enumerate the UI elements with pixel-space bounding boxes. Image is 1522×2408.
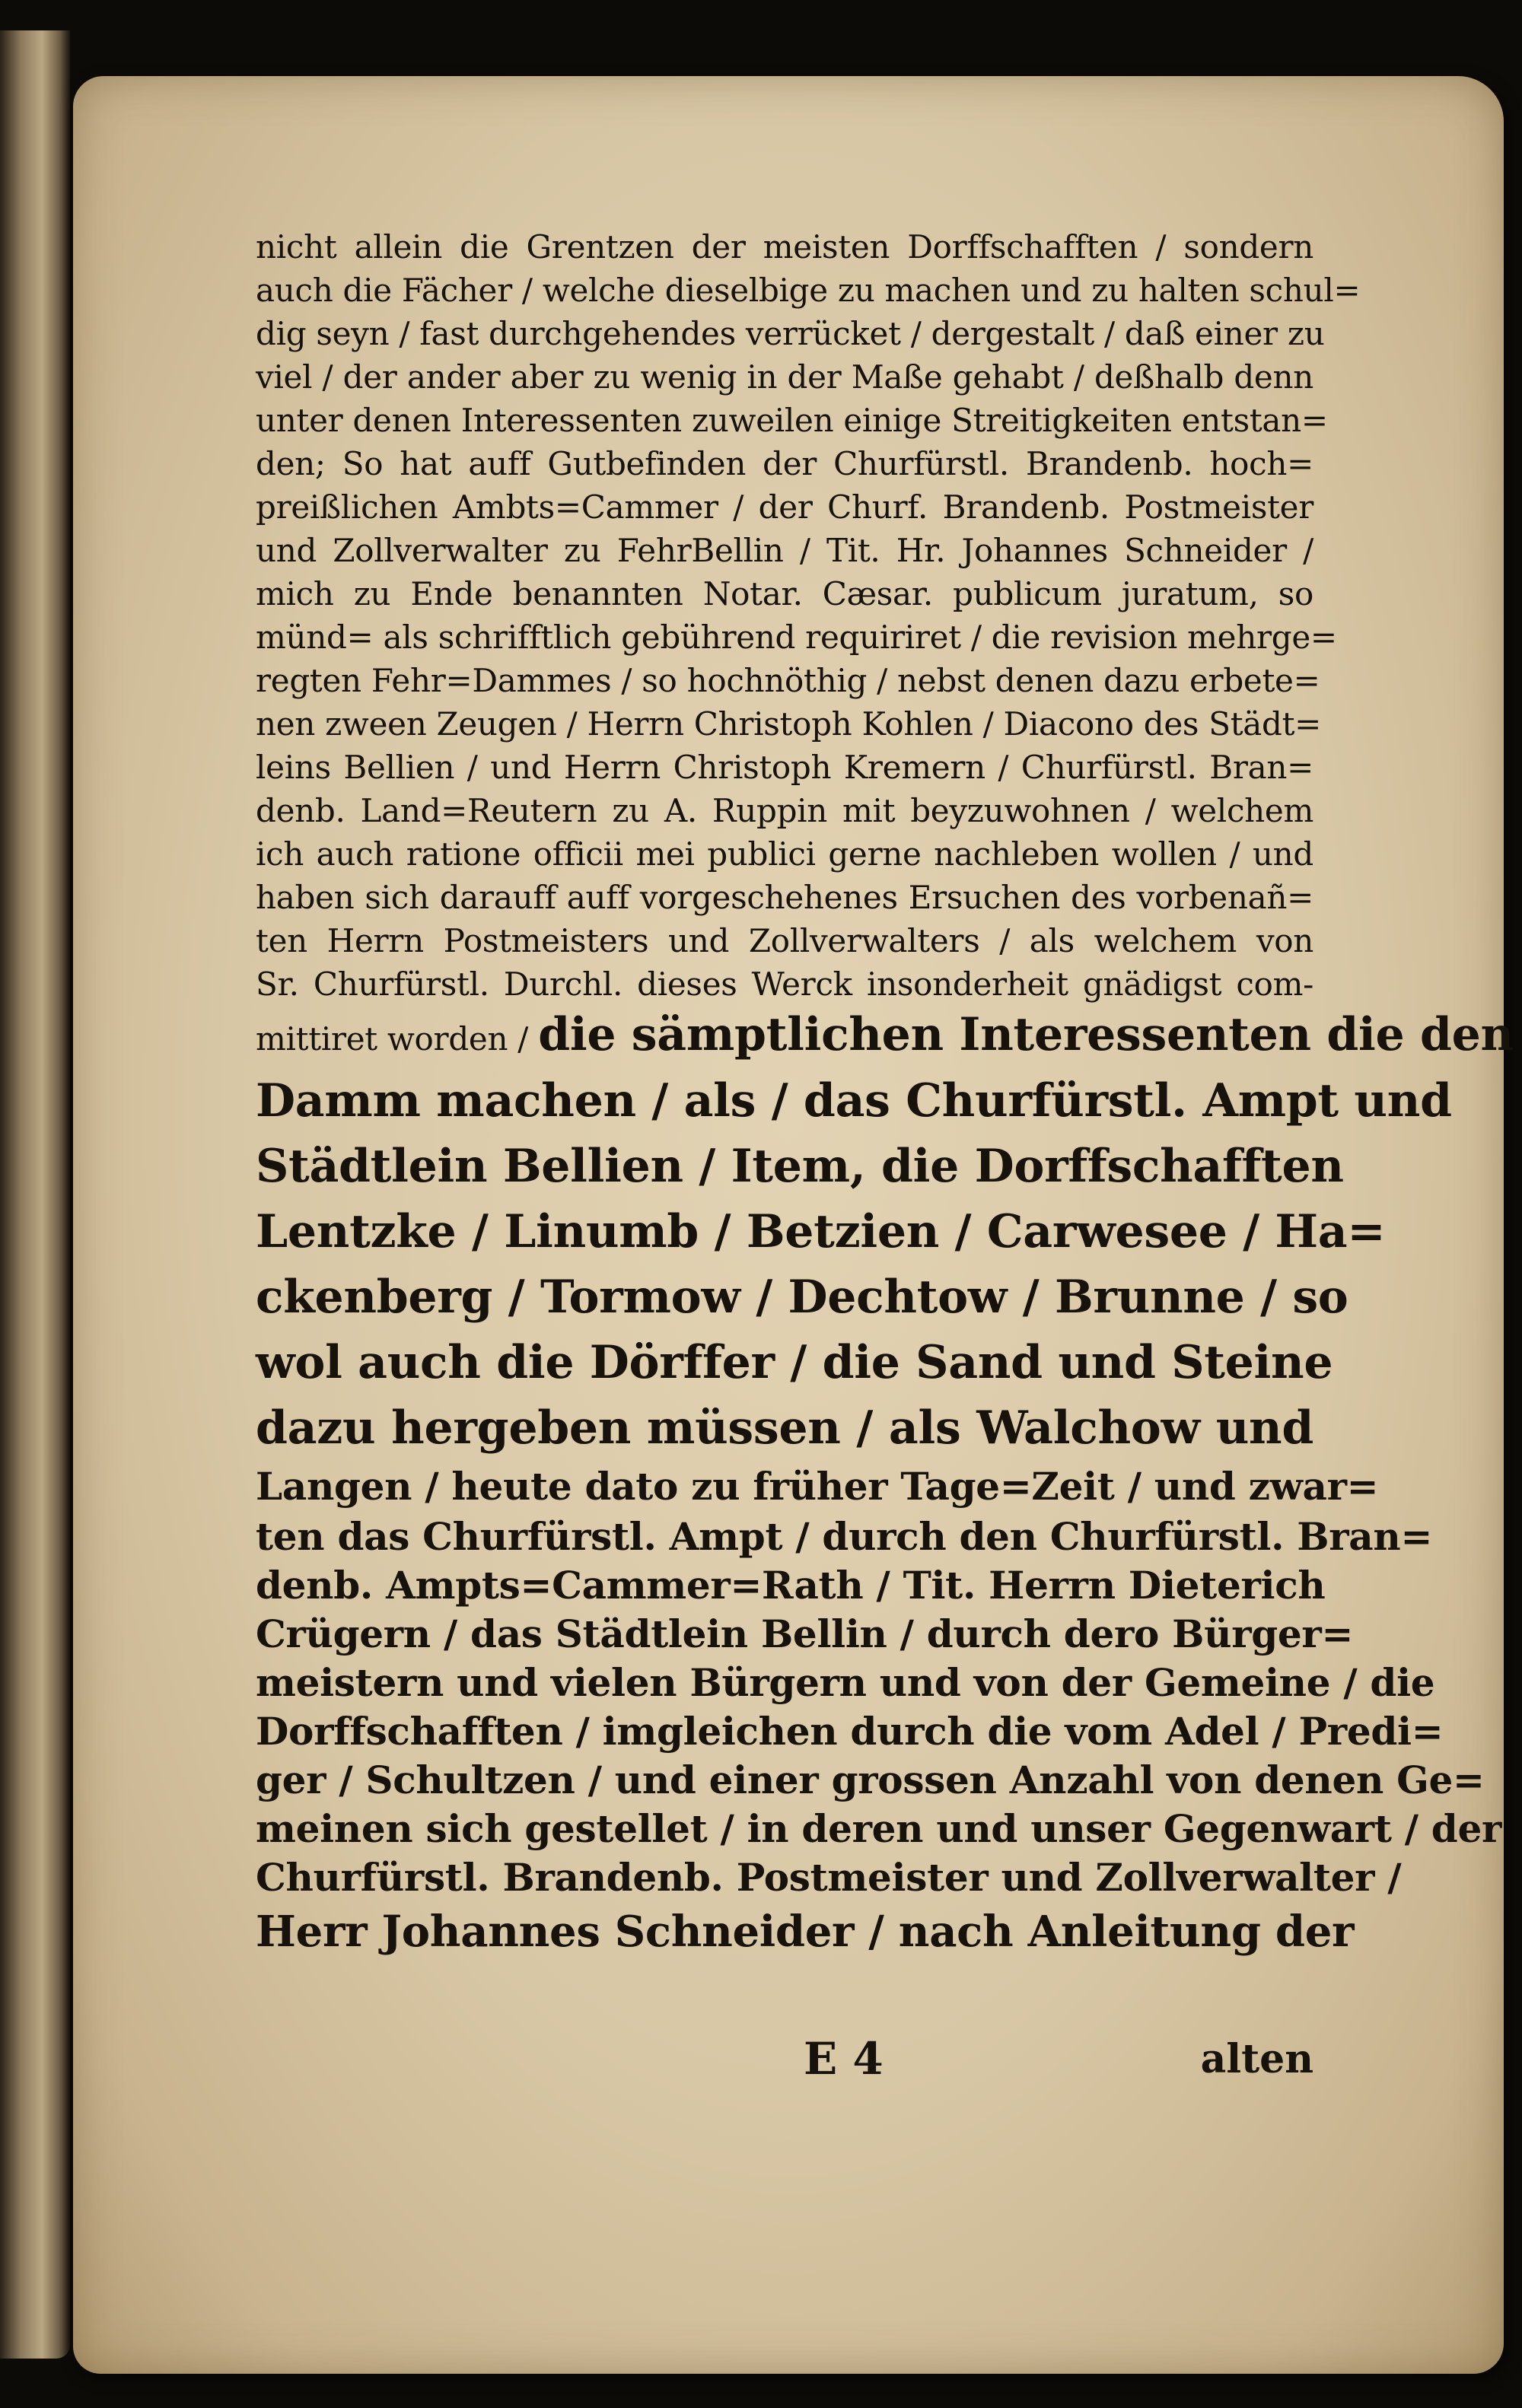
large-text-line: Churfürstl. Brandenb. Postmeister und Zollverwalter /: [256, 1855, 1402, 1900]
text-line: preißlichen Ambts=Cammer / der Churf. Brandenb. Postmeister: [256, 488, 1313, 526]
large-text-line: denb. Ampts=Cammer=Rath / Tit. Herrn Dieterich: [256, 1563, 1326, 1608]
large-text-line: Herr Johannes Schneider / nach Anleitung der: [256, 1907, 1355, 1957]
large-text-line: Lentzke / Linumb / Betzien / Carwesee / Ha=: [256, 1205, 1386, 1258]
text-line: nicht allein die Grentzen der meisten Dorffschafften / sondern: [256, 228, 1313, 266]
text-line: ten Herrn Postmeisters und Zollverwalters / als welchem von: [256, 922, 1313, 959]
large-text-line: meistern und vielen Bürgern und von der Gemeine / die: [256, 1660, 1435, 1705]
text-line: haben sich darauff auff vorgeschehenes Ersuchen des vorbenañ=: [256, 879, 1313, 916]
large-text-line: wol auch die Dörffer / die Sand und Steine: [256, 1336, 1333, 1389]
large-text-line: Dorffschafften / imgleichen durch die vom Adel / Predi=: [256, 1709, 1444, 1754]
large-text-line: ckenberg / Tormow / Dechtow / Brunne / so: [256, 1271, 1348, 1324]
large-text-line: Langen / heute dato zu früher Tage=Zeit / und zwar=: [256, 1464, 1379, 1509]
large-text-line: ten das Churfürstl. Ampt / durch den Churfürstl. Bran=: [256, 1514, 1433, 1559]
large-text-line: Städtlein Bellien / Item, die Dorffschafften: [256, 1140, 1344, 1193]
large-text-line: ger / Schultzen / und einer grossen Anzahl von denen Ge=: [256, 1757, 1485, 1802]
text-line: münd= als schrifftlich gebührend requiriret / die revision mehrge=: [256, 619, 1337, 656]
large-text-line: Crügern / das Städtlein Bellin / durch dero Bürger=: [256, 1611, 1354, 1656]
text-line: und Zollverwalter zu FehrBellin / Tit. Hr. Johannes Schneider /: [256, 532, 1313, 569]
large-text-line: Damm machen / als / das Churfürstl. Ampt und: [256, 1074, 1452, 1128]
text-line: den; So hat auff Gutbefinden der Churfürstl. Brandenb. hoch=: [256, 445, 1313, 482]
text-line: auch die Fächer / welche dieselbige zu machen und zu halten schul=: [256, 272, 1361, 309]
text-line: viel / der ander aber zu wenig in der Maße gehabt / deßhalb denn: [256, 358, 1313, 396]
large-text-line: dazu hergeben müssen / als Walchow und: [256, 1401, 1313, 1455]
text-line: Sr. Churfürstl. Durchl. dieses Werck insonderheit gnädigst com-: [256, 965, 1313, 1003]
text-line: dig seyn / fast durchgehendes verrücket / dergestalt / daß einer zu: [256, 315, 1325, 352]
text-line: mich zu Ende benannten Notar. Cæsar. publicum juratum, so: [256, 575, 1313, 612]
text-line: ich auch ratione officii mei publici gerne nachleben wollen / und: [256, 835, 1313, 873]
text-line: nen zween Zeugen / Herrn Christoph Kohlen / Diacono des Städt=: [256, 705, 1322, 743]
text-line: regten Fehr=Dammes / so hochnöthig / nebst denen dazu erbete=: [256, 662, 1320, 699]
page-footer: [256, 2033, 1313, 2101]
text-line-large-part: die sämptlichen Interessenten die den: [538, 1008, 1514, 1061]
body-text: [256, 225, 1514, 1961]
text-line: leins Bellien / und Herrn Christoph Kremern / Churfürstl. Bran=: [256, 749, 1313, 786]
text-line: unter denen Interessenten zuweilen einige Streitigkeiten entstan=: [256, 402, 1328, 439]
large-text-line: meinen sich gestellet / in deren und unser Gegenwart / der: [256, 1806, 1502, 1851]
text-line-small-part: mittiret worden /: [256, 1020, 529, 1058]
catchword: alten: [1200, 2036, 1313, 2082]
signature-mark: E 4: [804, 2033, 884, 2085]
text-line-mixed: [256, 1006, 1514, 1068]
book-page: [73, 76, 1514, 2374]
text-line: denb. Land=Reutern zu A. Ruppin mit beyzuwohnen / welchem: [256, 792, 1313, 829]
previous-leaf-edge: [0, 30, 70, 2359]
